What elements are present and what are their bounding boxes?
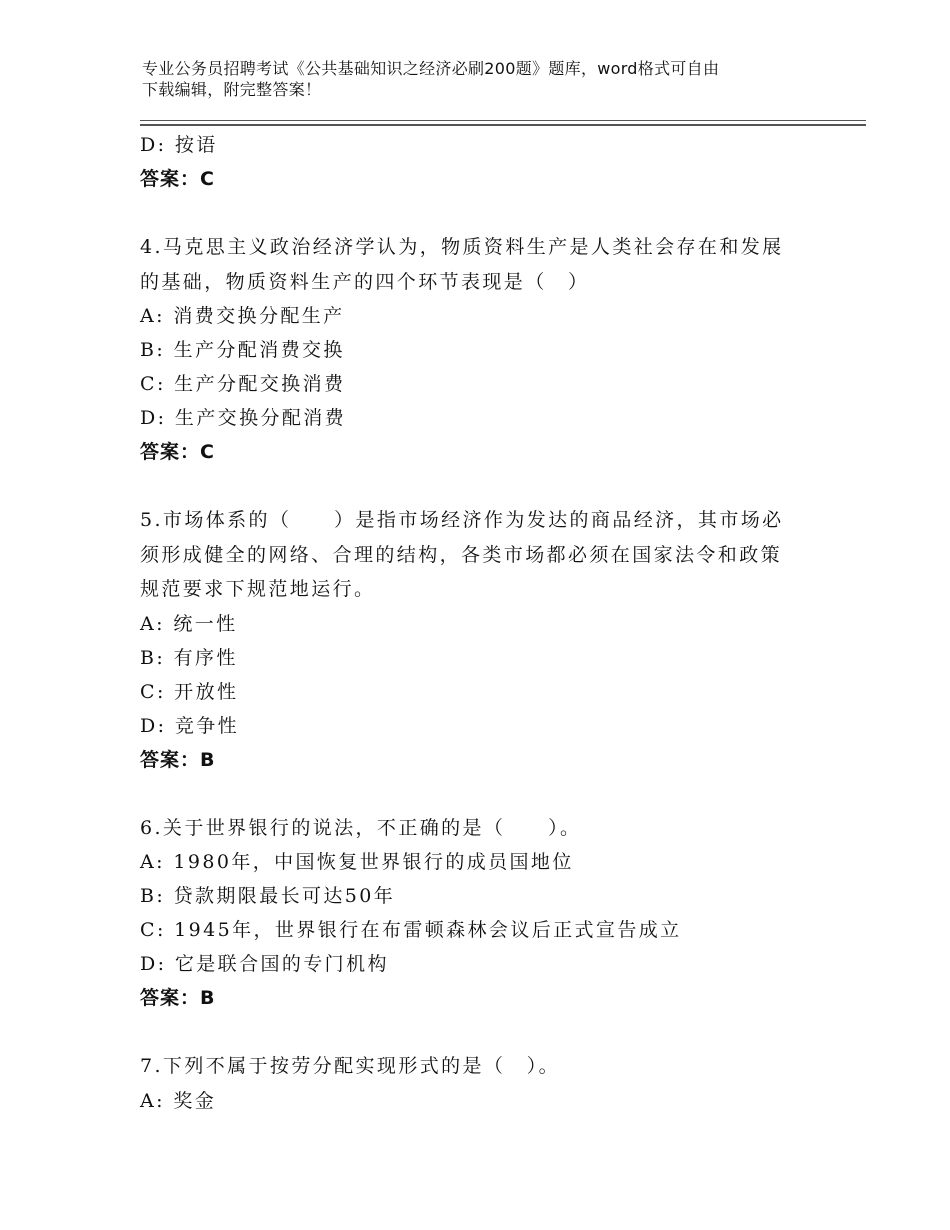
- q4-option-d: D: 生产交换分配消费: [140, 407, 347, 429]
- question-4: [140, 230, 800, 469]
- q6-answer: 答案：B: [140, 987, 216, 1009]
- q6-stem-line-1: 6.关于世界银行的说法，不正确的是（ ）。: [140, 816, 582, 839]
- question-7: [140, 1049, 800, 1118]
- q5-option-c: C: 开放性: [140, 680, 239, 703]
- q4-stem-line-1: 4.马克思主义政治经济学认为，物质资料生产是人类社会存在和发展: [140, 236, 784, 258]
- header-rule-thick: [140, 124, 866, 126]
- q5-option-a: A: 统一性: [140, 612, 238, 635]
- prev-answer: 答案：C: [140, 168, 215, 190]
- spacer: [140, 1015, 800, 1049]
- q4-option-b: B: 生产分配消费交换: [140, 339, 345, 361]
- q5-stem-line-1: 5.市场体系的（ ）是指市场经济作为发达的商品经济，其市场必: [140, 509, 784, 531]
- spacer: [140, 777, 800, 811]
- header-line-1: 专业公务员招聘考试《公共基础知识之经济必刷200题》题库，word格式可自由: [142, 59, 720, 78]
- q7-option-a: A: 奖金: [140, 1089, 217, 1112]
- q5-answer: 答案：B: [140, 748, 216, 771]
- question-5: [140, 503, 800, 777]
- q6-option-c: C: 1945年，世界银行在布雷顿森林会议后正式宣告成立: [140, 919, 682, 941]
- header-line-2: 下载编辑，附完整答案！: [142, 80, 322, 99]
- q4-option-c: C: 生产分配交换消费: [140, 373, 346, 395]
- prev-option-d: D: 按语: [140, 134, 218, 156]
- header-rule-thin: [140, 120, 866, 121]
- q5-option-b: B: 有序性: [140, 646, 238, 669]
- q4-option-a: A: 消费交换分配生产: [140, 305, 345, 327]
- question-6: [140, 811, 800, 1016]
- q6-option-d: D: 它是联合国的专门机构: [140, 953, 389, 975]
- q5-stem-line-2: 须形成健全的网络、合理的结构，各类市场都必须在国家法令和政策: [140, 543, 783, 566]
- spacer: [140, 196, 800, 230]
- q5-stem-line-3: 规范要求下规范地运行。: [140, 578, 376, 600]
- spacer: [140, 469, 800, 503]
- q7-stem-line-1: 7.下列不属于按劳分配实现形式的是（ ）。: [140, 1055, 561, 1077]
- q4-stem-line-2: 的基础，物质资料生产的四个环节表现是（ ）: [140, 270, 590, 293]
- q6-option-a: A: 1980年，中国恢复世界银行的成员国地位: [140, 851, 574, 873]
- q4-answer: 答案：C: [140, 441, 215, 463]
- document-header: [142, 58, 842, 100]
- q5-option-d: D: 竞争性: [140, 714, 240, 737]
- question-list: [140, 128, 800, 1118]
- q6-option-b: B: 贷款期限最长可达50年: [140, 885, 396, 907]
